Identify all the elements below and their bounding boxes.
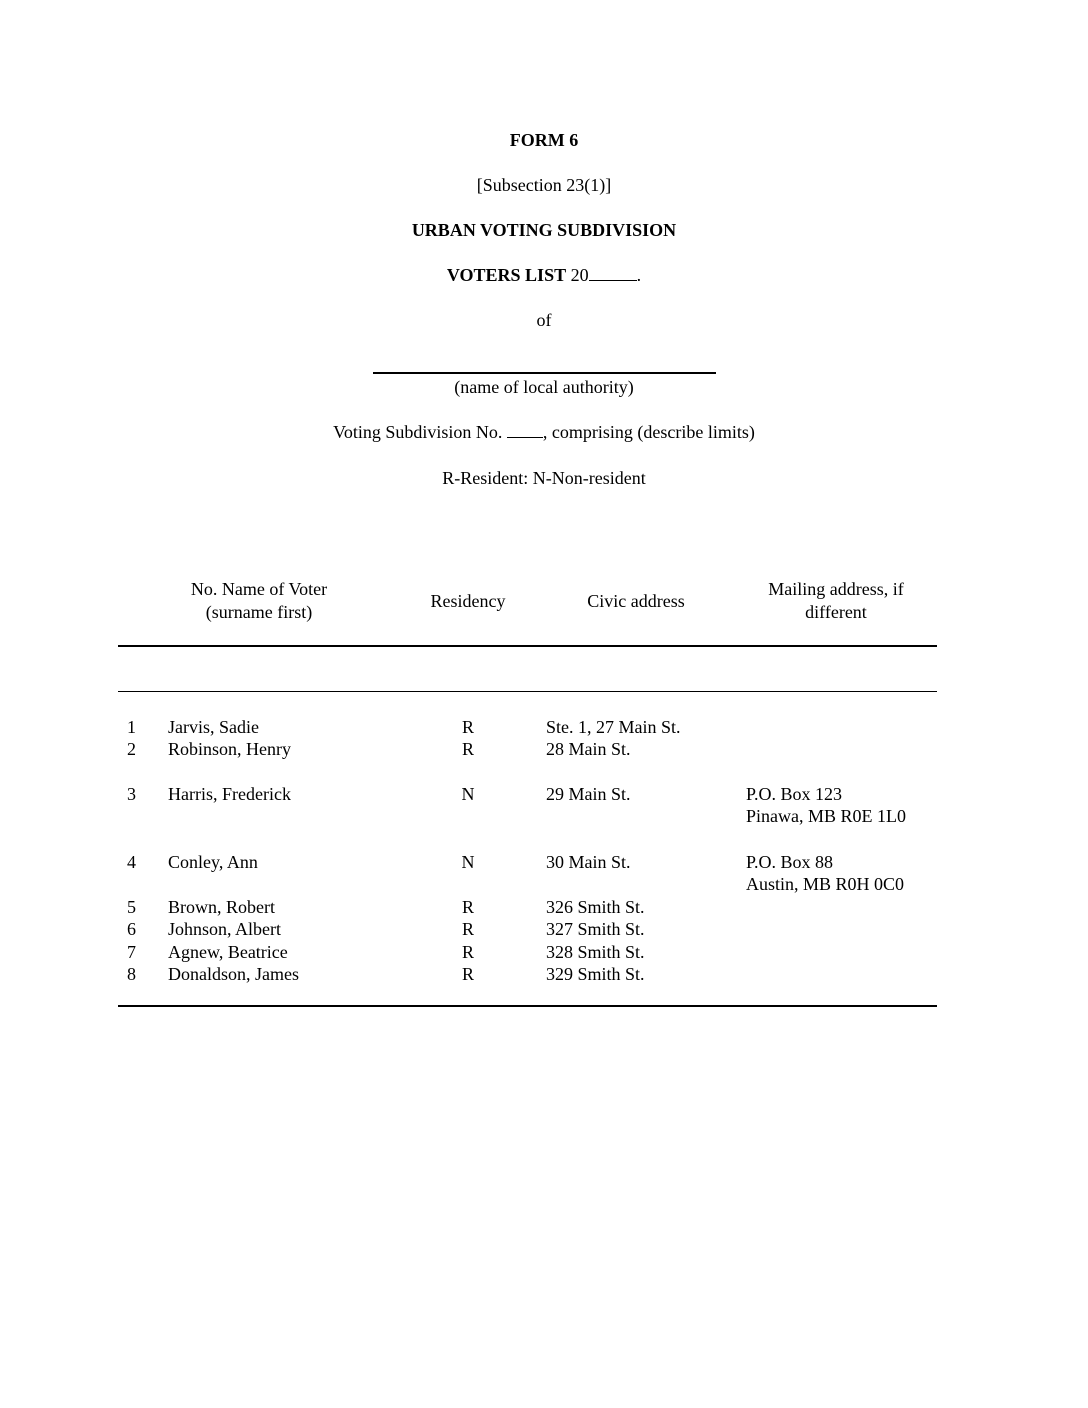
- row-8-civic: 329 Smith St.: [546, 964, 645, 984]
- row-5-name: Brown, Robert: [168, 897, 275, 917]
- form-heading: URBAN VOTING SUBDIVISION: [411, 220, 677, 240]
- row-3-no: 3: [127, 784, 136, 804]
- local-authority-line: [373, 372, 716, 374]
- row-4-no: 4: [127, 852, 136, 872]
- row-6-residency: R: [461, 919, 474, 939]
- subdivision-blank: [507, 421, 543, 438]
- of-text: of: [536, 310, 552, 330]
- subdivision-line: [0, 421, 1088, 443]
- header-mailing-line2: different: [805, 602, 867, 622]
- row-5-no: 5: [127, 897, 136, 917]
- row-1-civic: Ste. 1, 27 Main St.: [546, 717, 681, 737]
- row-4-name: Conley, Ann: [168, 852, 258, 872]
- row-5-civic: 326 Smith St.: [546, 897, 645, 917]
- row-4-mailing-line2: Austin, MB R0H 0C0: [746, 874, 905, 894]
- header-mailing-address: [736, 578, 936, 624]
- header-no-name: [159, 578, 359, 624]
- row-3-mailing-line2: Pinawa, MB R0E 1L0: [746, 806, 906, 826]
- row-7-name: Agnew, Beatrice: [168, 942, 288, 962]
- residency-legend: R-Resident: N-Non-resident: [442, 468, 646, 488]
- row-7-residency: R: [461, 942, 474, 962]
- row-3-name: Harris, Frederick: [168, 784, 291, 804]
- header-sub-rule: [118, 691, 937, 692]
- subdivision-prefix: Voting Subdivision No.: [333, 422, 503, 442]
- row-2-no: 2: [127, 739, 136, 759]
- subdivision-suffix: , comprising (describe limits): [542, 422, 755, 442]
- row-2-name: Robinson, Henry: [168, 739, 291, 759]
- row-6-name: Johnson, Albert: [168, 919, 282, 939]
- local-authority-caption: (name of local authority): [454, 377, 634, 397]
- row-3-mailing-line1: P.O. Box 123: [746, 784, 843, 804]
- row-4-mailing-line1: P.O. Box 88: [746, 852, 834, 872]
- row-4-residency: N: [461, 852, 475, 872]
- header-civic-address: Civic address: [587, 591, 685, 611]
- row-7-no: 7: [127, 942, 136, 962]
- table-bottom-rule: [118, 1005, 937, 1007]
- header-no-name-line2: (surname first): [205, 602, 313, 622]
- row-3-civic: 29 Main St.: [546, 784, 631, 804]
- year-blank: [589, 264, 637, 281]
- row-1-name: Jarvis, Sadie: [168, 717, 259, 737]
- voters-list-year-prefix: 20: [570, 265, 589, 285]
- voters-list-label: VOTERS LIST: [446, 265, 567, 285]
- header-no-name-line1: No. Name of Voter: [190, 579, 328, 599]
- form-title: FORM 6: [509, 130, 579, 150]
- row-5-residency: R: [461, 897, 474, 917]
- row-8-name: Donaldson, James: [168, 964, 299, 984]
- row-6-no: 6: [127, 919, 136, 939]
- row-8-no: 8: [127, 964, 136, 984]
- row-7-civic: 328 Smith St.: [546, 942, 645, 962]
- row-4-civic: 30 Main St.: [546, 852, 631, 872]
- row-6-civic: 327 Smith St.: [546, 919, 645, 939]
- row-2-residency: R: [461, 739, 474, 759]
- header-residency: Residency: [430, 591, 506, 611]
- row-3-residency: N: [461, 784, 475, 804]
- row-1-no: 1: [127, 717, 136, 737]
- row-8-residency: R: [461, 964, 474, 984]
- voters-list-line: [0, 264, 1088, 286]
- form-subsection: [Subsection 23(1)]: [476, 175, 612, 195]
- header-mailing-line1: Mailing address, if: [768, 579, 904, 599]
- row-2-civic: 28 Main St.: [546, 739, 631, 759]
- header-rule: [118, 645, 937, 647]
- row-1-residency: R: [461, 717, 474, 737]
- voters-list-suffix: .: [636, 265, 642, 285]
